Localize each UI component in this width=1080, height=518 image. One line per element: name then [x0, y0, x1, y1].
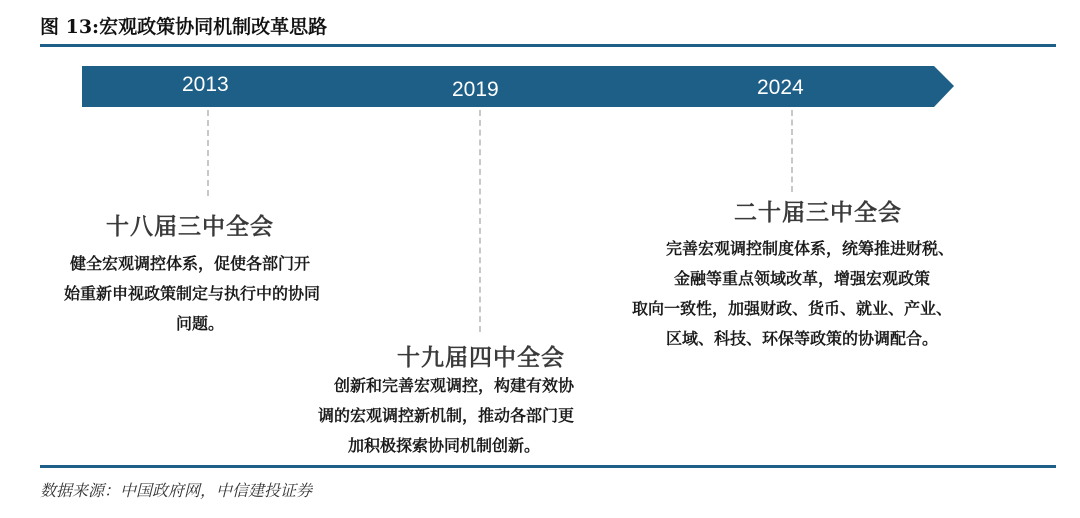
desc-line: 始重新申视政策制定与执行中的协同 [64, 284, 321, 303]
desc-line: 问题。 [176, 314, 225, 333]
event-title-2024: 二十届三中全会 [734, 200, 902, 226]
event-desc-2013 [64, 249, 320, 339]
connector-2019 [479, 110, 481, 332]
desc-line: 金融等重点领域改革，增强宏观政策 [674, 269, 931, 288]
event-title-2019: 十九届四中全会 [397, 345, 565, 371]
year-label-2024: 2024 [757, 76, 804, 99]
desc-line: 加积极探索协同机制创新。 [348, 436, 541, 455]
desc-line: 创新和完善宏观调控，构建有效协 [334, 376, 575, 395]
figure-title: 图 13:宏观政策协同机制改革思路 [40, 16, 328, 38]
desc-line: 区域、科技、环保等政策的协调配合。 [666, 329, 939, 348]
top-rule [40, 44, 1056, 47]
event-desc-2019 [318, 371, 575, 461]
desc-line: 调的宏观调控新机制，推动各部门更 [318, 406, 575, 425]
event-desc-2024 [632, 234, 954, 354]
year-label-2019: 2019 [452, 78, 499, 101]
year-label-2013: 2013 [182, 73, 229, 96]
source-note: 数据来源：中国政府网，中信建投证券 [40, 481, 313, 500]
event-title-2013: 十八届三中全会 [106, 214, 274, 240]
desc-line: 健全宏观调控体系，促使各部门开 [70, 254, 311, 273]
desc-line: 完善宏观调控制度体系，统筹推进财税、 [666, 239, 955, 258]
desc-line: 取向一致性，加强财政、货币、就业、产业、 [632, 299, 953, 318]
connector-2013 [207, 110, 209, 196]
bottom-rule [40, 465, 1056, 468]
connector-2024 [791, 110, 793, 192]
